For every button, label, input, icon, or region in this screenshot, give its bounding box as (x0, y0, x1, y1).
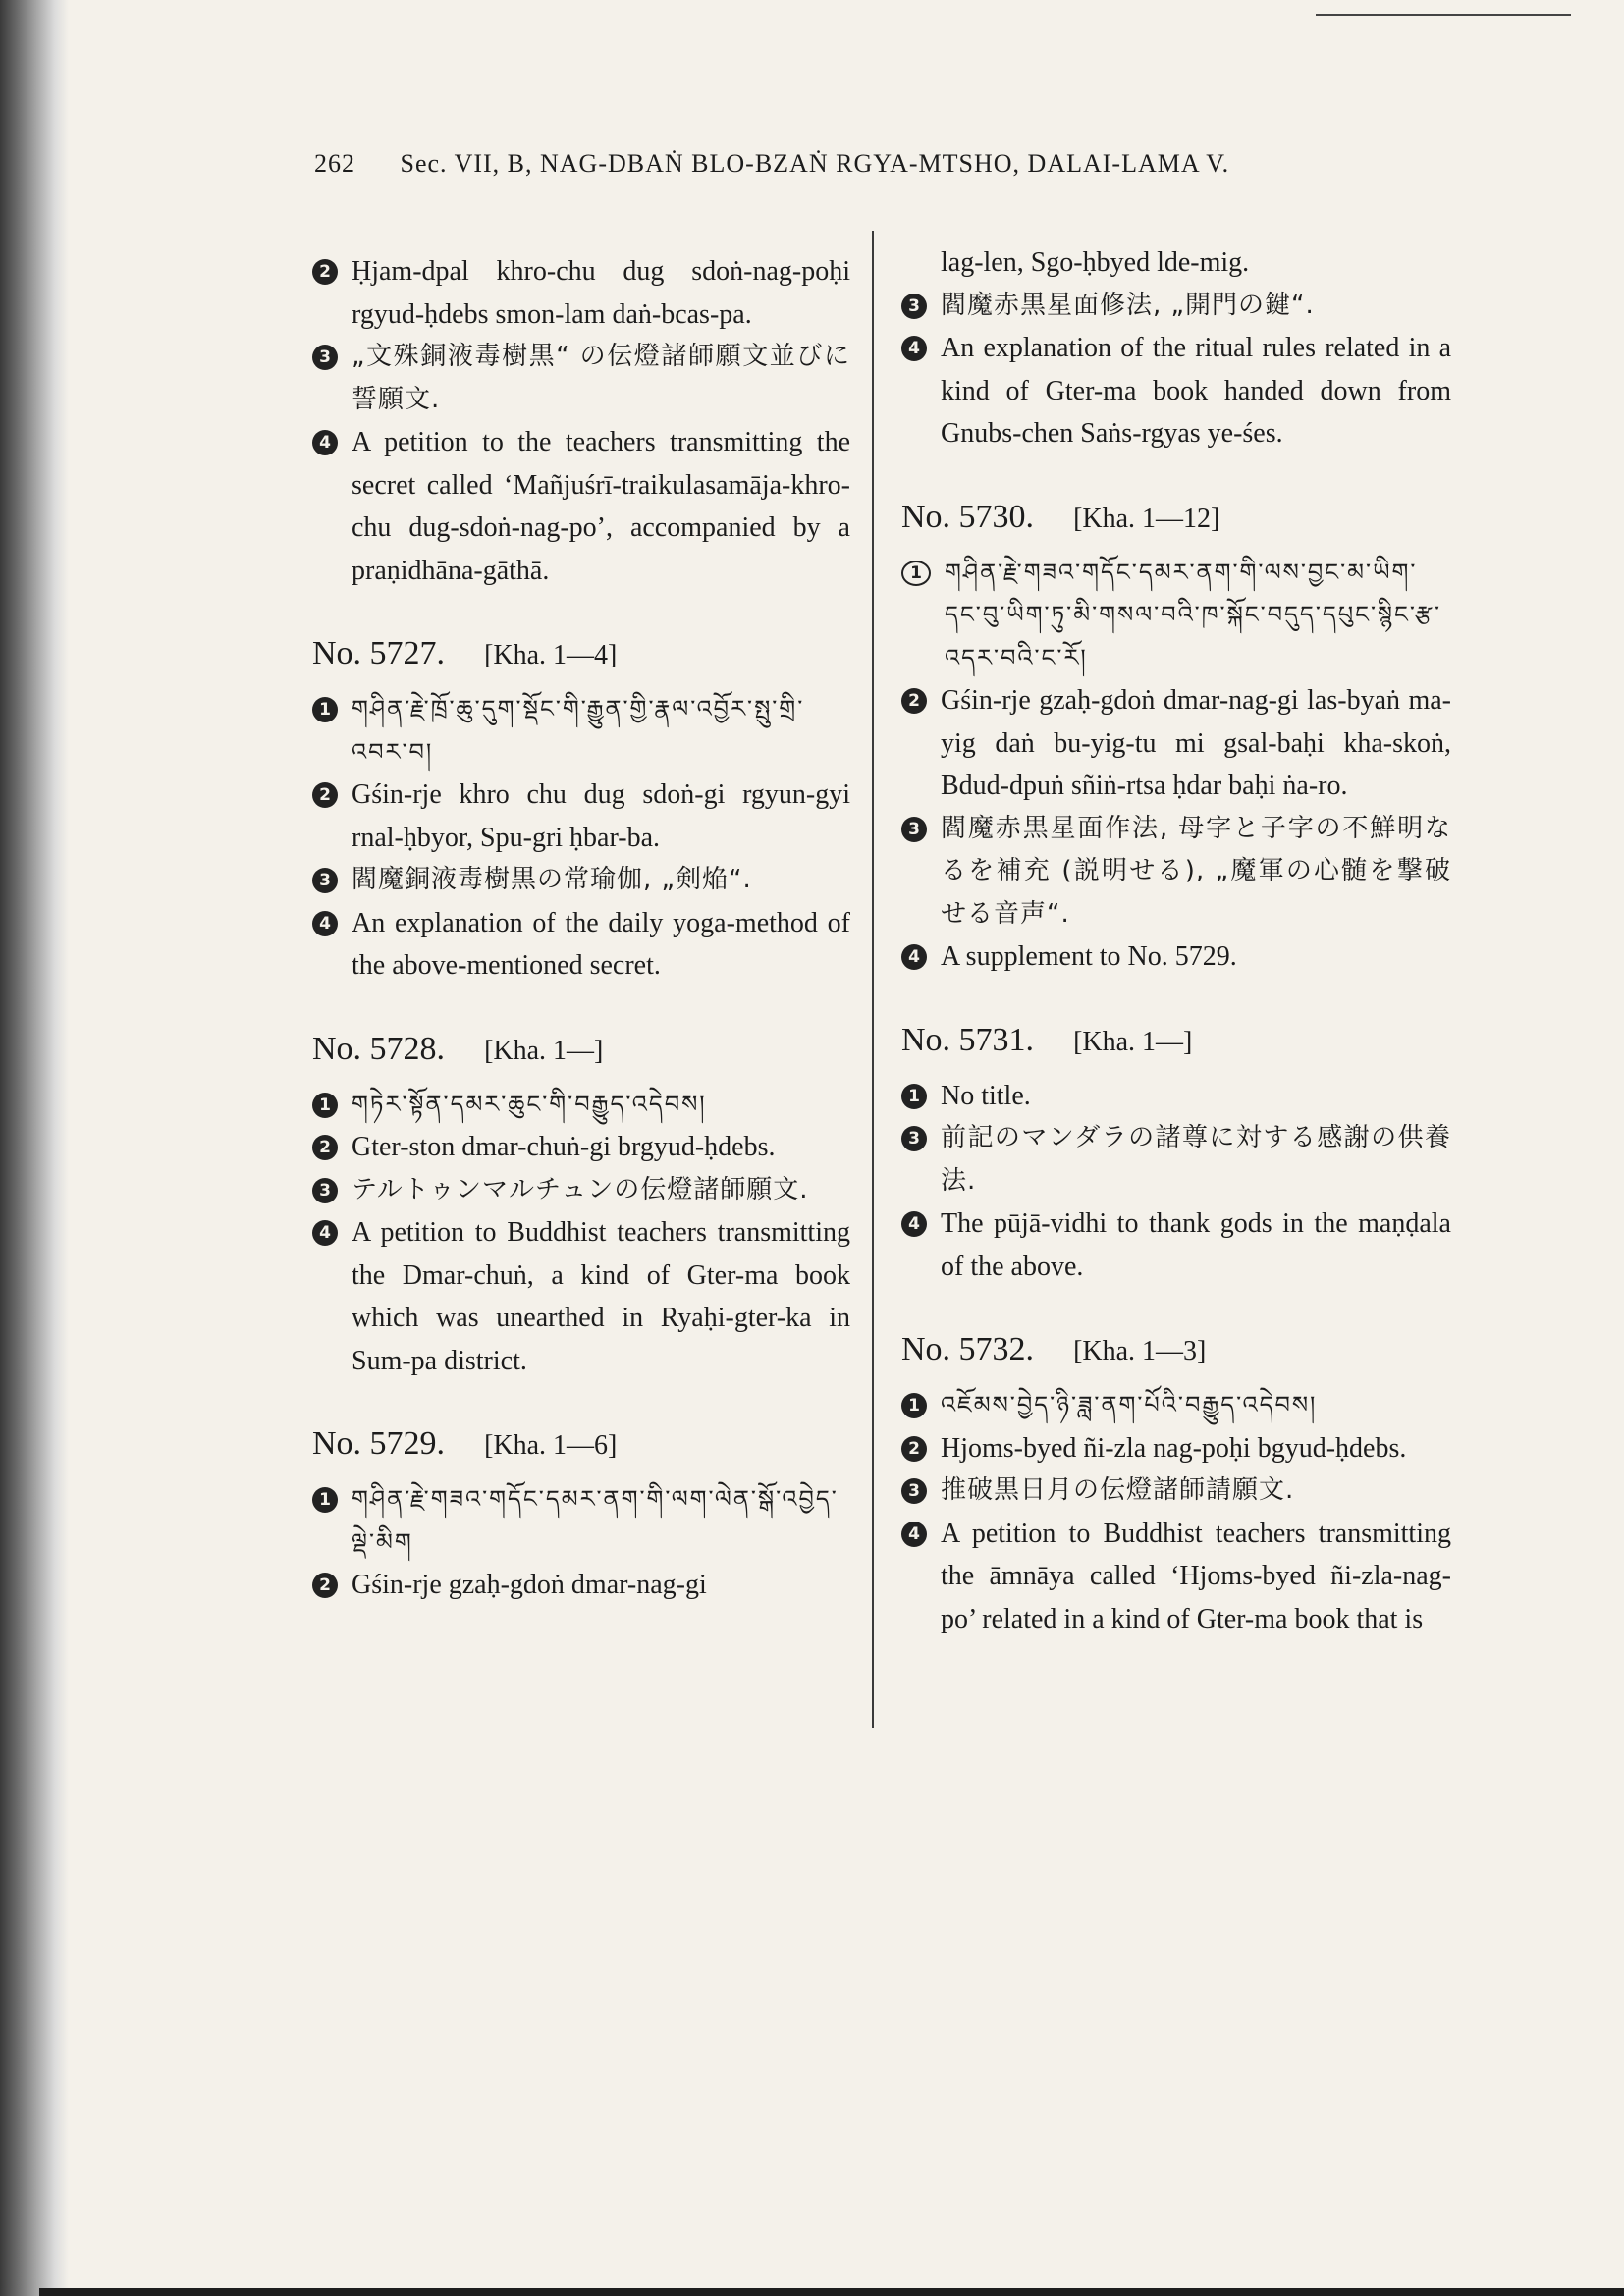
left-column (312, 250, 850, 1607)
item-transcription: 2 Gter-ston dmar-chuṅ-gi brgyud-ḥdebs. (312, 1126, 850, 1169)
item-japanese: 3 推破黒日月の伝燈諸師請願文. (901, 1469, 1451, 1513)
item-japanese: 3 閻魔銅液毒樹黒の常瑜伽, „剣焔“. (312, 859, 850, 902)
page-number: 262 (314, 149, 355, 178)
marker-3-icon: 3 (901, 817, 927, 842)
marker-4-icon: 4 (312, 430, 338, 455)
marker-2-icon: 2 (312, 1573, 338, 1598)
item-tibetan: 1 གཤིན་རྗེ་ཁྲོ་ཆུ་དུག་སྡོང་གི་རྒྱུན་གྱི་རྣལ་འབྱོར་སྤུ་གྲི་འབར་བ། (312, 688, 850, 774)
marker-4-icon: 4 (901, 944, 927, 970)
item-japanese: 3 閻魔赤黒星面作法, 母字と子字の不鮮明なるを補充 (説明せる), „魔軍の心髄を撃破せる音声“. (901, 808, 1451, 936)
item-transcription: 2 Gśin-rje gzaḥ-gdoṅ dmar-nag-gi (312, 1564, 850, 1607)
item-english: 4 An explanation of the ritual rules related in a kind of Gter-ma book handed down from Gnubs-chen Saṅs-rgyas ye-śes. (901, 327, 1451, 455)
marker-3-icon: 3 (901, 294, 927, 319)
marker-3-icon: 3 (312, 345, 338, 370)
marker-3-icon: 3 (901, 1478, 927, 1504)
right-column (901, 241, 1451, 1640)
entry-heading-5729: No. 5729. [Kha. 1—6] (312, 1425, 618, 1462)
marker-4-icon: 4 (901, 1522, 927, 1547)
item-english: 4 A petition to the teachers transmitting the secret called ‘Mañjuśrī-traikulasamāja-khro-chu dug-sdoṅ-nag-po’, accompanied by a praṇidhāna-gāthā. (312, 421, 850, 592)
marker-1-icon: 1 (312, 697, 338, 722)
item-english: 4 An explanation of the daily yoga-method of the above-mentioned secret. (312, 902, 850, 988)
column-divider (872, 231, 874, 1728)
marker-2-icon: 2 (901, 1436, 927, 1462)
entry-heading-5728: No. 5728. [Kha. 1—] (312, 1030, 604, 1067)
marker-4-icon: 4 (901, 1211, 927, 1237)
item-transcription: 2 Ḥjam-dpal khro-chu dug sdoṅ-nag-poḥi rgyud-ḥdebs smon-lam daṅ-bcas-pa. (312, 250, 850, 336)
marker-1-icon: 1 (901, 1084, 927, 1109)
entry-heading-5730: No. 5730. [Kha. 1—12] (901, 498, 1220, 535)
item-transcription: 2 Gśin-rje gzaḥ-gdoṅ dmar-nag-gi las-byaṅ ma-yig daṅ bu-yig-tu mi gsal-baḥi kha-skoṅ, Bdud-dpuṅ sñiṅ-rtsa ḥdar baḥi ṅa-ro. (901, 679, 1451, 808)
running-head (314, 149, 1229, 179)
marker-4-icon: 4 (312, 1220, 338, 1246)
item-japanese: 3 閻魔赤黒星面修法, „開門の鍵“. (901, 285, 1451, 328)
top-rule (1316, 14, 1571, 16)
item-english: 4 A petition to Buddhist teachers transmitting the Dmar-chuṅ, a kind of Gter-ma book which was unearthed in Ryaḥi-gter-ka in Sum-pa district. (312, 1211, 850, 1382)
marker-4-icon: 4 (312, 911, 338, 936)
item-tibetan: 1 གཤིན་རྗེ་གཟའ་གདོང་དམར་ནག་གི་ལས་བྱང་མ་ཡིག་དང་བུ་ཡིག་ཏུ་མི་གསལ་བའི་ཁ་སྐོང་བདུད་དཔུང་སྙིང་རྩ་འདར་བའི་ང་རོ། (901, 552, 1451, 680)
item-tibetan: 1 འཇོམས་བྱེད་ཉི་ཟླ་ནག་པོའི་བརྒྱུད་འདེབས། (901, 1384, 1451, 1427)
marker-1-icon: 1 (312, 1487, 338, 1513)
marker-1-icon: 1 (312, 1093, 338, 1118)
marker-2-icon: 2 (901, 688, 927, 714)
marker-1-icon: 1 (901, 561, 931, 586)
scan-binding-edge (0, 0, 69, 2296)
item-transcription: 2 Gśin-rje khro chu dug sdoṅ-gi rgyun-gyi rnal-ḥbyor, Spu-gri ḥbar-ba. (312, 774, 850, 859)
item-tibetan: 1 གཤིན་རྗེ་གཟའ་གདོང་དམར་ནག་གི་ལག་ལེན་སྒོ་འབྱེད་ལྡེ་མིག (312, 1478, 850, 1564)
item-english: 4 The pūjā-vidhi to thank gods in the maṇḍala of the above. (901, 1202, 1451, 1288)
item-japanese: 3 前記のマンダラの諸尊に対する感謝の供養法. (901, 1117, 1451, 1202)
continued-text: lag-len, Sgo-ḥbyed lde-mig. (941, 247, 1250, 278)
item-japanese: 3 テルトゥンマルチュンの伝燈諸師願文. (312, 1169, 850, 1212)
marker-3-icon: 3 (901, 1126, 927, 1151)
section-title: Sec. VII, B, NAG-DBAṄ BLO-BZAṄ RGYA-MTSHO, DALAI-LAMA V. (400, 149, 1230, 178)
item-tibetan: 1 གཏེར་སྟོན་དམར་ཆུང་གི་བརྒྱུད་འདེབས། (312, 1084, 850, 1127)
entry-heading-5727: No. 5727. [Kha. 1—4] (312, 635, 618, 671)
marker-4-icon: 4 (901, 336, 927, 361)
marker-3-icon: 3 (312, 868, 338, 893)
item-english: 4 A supplement to No. 5729. (901, 935, 1451, 979)
item-japanese: 3 „文殊銅液毒樹黒“ の伝燈諸師願文並びに誓願文. (312, 336, 850, 421)
entry-heading-5731: No. 5731. [Kha. 1—] (901, 1021, 1193, 1058)
marker-2-icon: 2 (312, 259, 338, 285)
item-transcription: 2 Hjoms-byed ñi-zla nag-poḥi bgyud-ḥdebs. (901, 1427, 1451, 1470)
item-title: 1 No title. (901, 1075, 1451, 1118)
marker-2-icon: 2 (312, 1135, 338, 1160)
marker-3-icon: 3 (312, 1178, 338, 1203)
entry-heading-5732: No. 5732. [Kha. 1—3] (901, 1331, 1207, 1367)
marker-2-icon: 2 (312, 782, 338, 808)
item-english: 4 A petition to Buddhist teachers transmitting the āmnāya called ‘Hjoms-byed ñi-zla-nag-po’ related in a kind of Gter-ma book that is (901, 1513, 1451, 1641)
scan-bottom-edge (39, 2288, 1624, 2296)
marker-1-icon: 1 (901, 1393, 927, 1418)
